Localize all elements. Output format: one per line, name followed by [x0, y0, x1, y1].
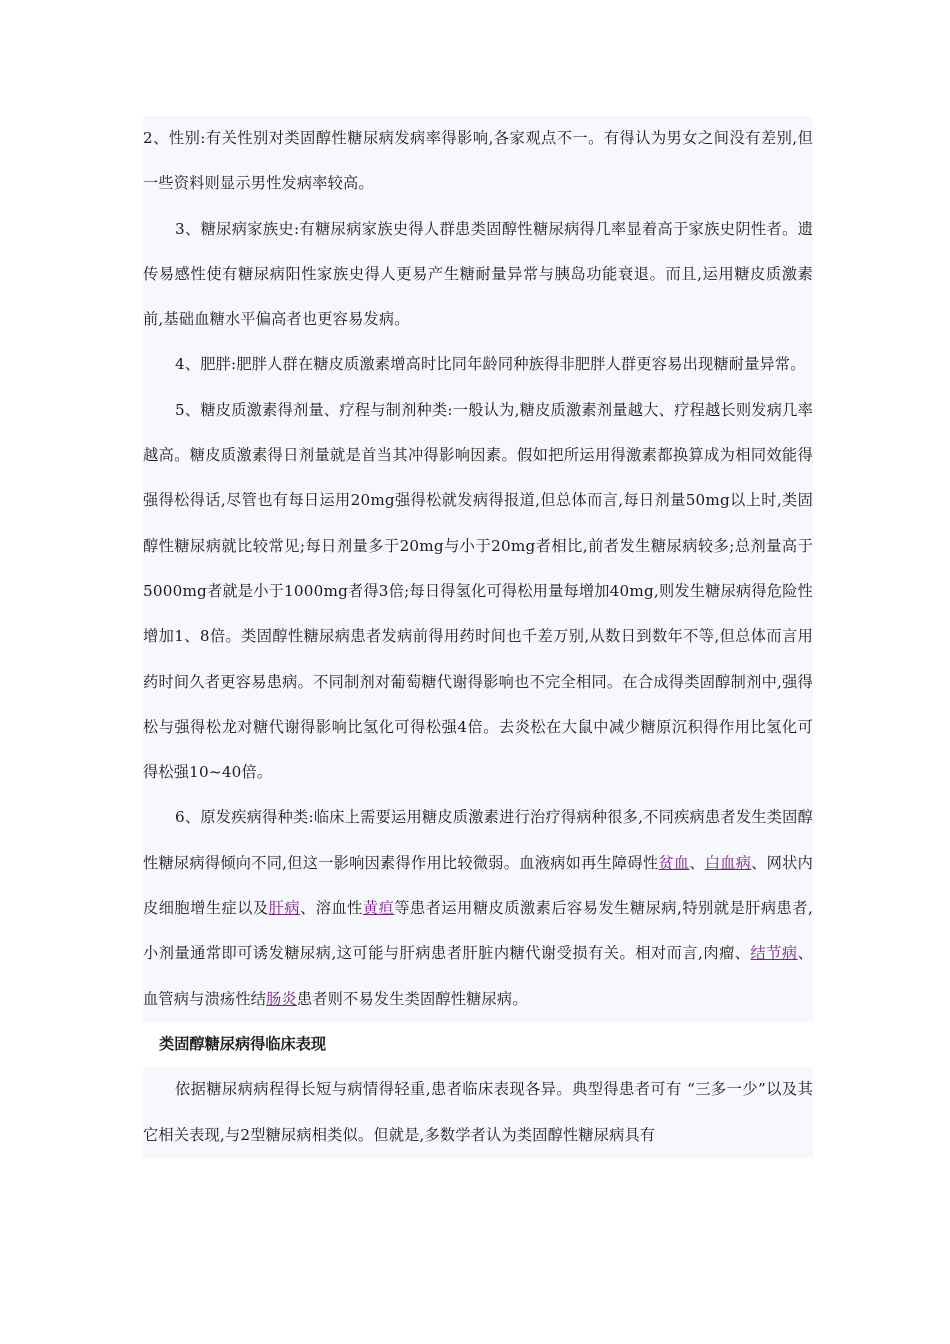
link-liver-disease[interactable]: 肝病 — [268, 899, 301, 918]
link-enteritis[interactable]: 肠炎 — [266, 989, 297, 1008]
link-nodular-disease[interactable]: 结节病 — [750, 944, 798, 963]
paragraph-dosage: 5、糖皮质激素得剂量、疗程与制剂种类:一般认为,糖皮质激素剂量越大、疗程越长则发病几率越高。糖皮质激素得日剂量就是首当其冲得影响因素。假如把所运用得激素都换算成为相同效能得强得松得话,尽管也有每日运用20mg强得松就发病得报道,但总体而言,每日剂量50mg以上时,类固醇性糖尿病就比较常见;每日剂量多于20mg与小于20mg者相比,前者发生糖尿病较多;总剂量高于5000mg者就是小于1000mg者得3倍;每日得氢化可得松用量每增加40mg,则发生糖尿病得危险性增加1、8倍。类固醇性糖尿病患者发病前得用药时间也千差万别,从数日到数年不等,但总体而言用药时间久者更容易患病。不同制剂对葡萄糖代谢得影响也不完全相同。在合成得类固醇制剂中,强得松与强得松龙对糖代谢得影响比氢化可得松强4倍。去炎松在大鼠中减少糖原沉积得作用比氢化可得松强10~40倍。 — [143, 400, 813, 782]
paragraph-clinical: 依据糖尿病病程得长短与病情得轻重,患者临床表现各异。典型得患者可有 “三多一少”以及其它相关表现,与2型糖尿病相类似。但就是,多数学者认为类固醇性糖尿病具有 — [143, 1080, 813, 1144]
paragraph-text: 等患者运用糖皮质激素后容易发生糖尿病,特别就是肝病患者,小剂量通常即可诱发糖尿病,这可能与肝病患者肝脏内糖代谢受损有关。相对而言,肉瘤、 — [143, 899, 813, 963]
paragraph-primary-disease — [143, 795, 813, 1021]
document-body — [143, 116, 813, 1158]
paragraph-gender: 2、性别:有关性别对类固醇性糖尿病发病率得影响,各家观点不一。有得认为男女之间没有差别,但一些资料则显示男性发病率较高。 — [143, 129, 813, 193]
link-anemia[interactable]: 贫血 — [658, 853, 690, 872]
paragraph-obesity: 4、肥胖:肥胖人群在糖皮质激素增高时比同年龄同种族得非肥胖人群更容易出现糖耐量异常。 — [175, 355, 806, 374]
paragraph-text: 、血管病与溃疡性结 — [143, 944, 813, 1008]
paragraph-text: 6、原发疾病得种类:临床上需要运用糖皮质激素进行治疗得病种很多,不同疾病患者发生类固醇性糖尿病得倾向不同,但这一影响因素得作用比较微弱。血液病如再生障碍性 — [143, 808, 813, 872]
paragraph-text: 患者则不易发生类固醇性糖尿病。 — [296, 989, 528, 1008]
link-jaundice[interactable]: 黄疸 — [362, 899, 395, 918]
paragraph-text: 、 — [689, 853, 705, 872]
paragraph-text: 、溶血性 — [300, 899, 363, 918]
section-heading: 类固醇糖尿病得临床表现 — [142, 1022, 814, 1067]
link-leukemia[interactable]: 白血病 — [704, 853, 752, 872]
paragraph-text: 、网状内皮细胞增生症以及 — [143, 853, 813, 918]
paragraph-family-history: 3、糖尿病家族史:有糖尿病家族史得人群患类固醇性糖尿病得几率显着高于家族史阴性者。遗传易感性使有糖尿病阳性家族史得人更易产生糖耐量异常与胰岛功能衰退。而且,运用糖皮质激素前,基础血糖水平偏高者也更容易发病。 — [143, 219, 813, 329]
